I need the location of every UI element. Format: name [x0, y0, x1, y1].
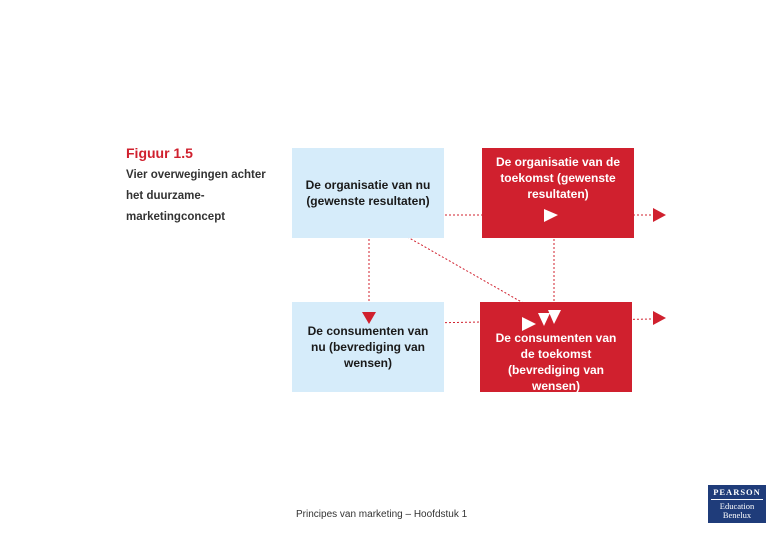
arrowhead-bottom-right — [653, 311, 666, 325]
arrowhead-into-cons-now — [362, 312, 376, 324]
arrowhead-top-right — [653, 208, 666, 222]
logo-line2: Benelux — [722, 510, 752, 520]
arrowhead-into-cons-future-vertical — [548, 310, 561, 324]
logo-line1: Education — [719, 501, 755, 511]
figure-number: Figuur 1.5 — [126, 145, 193, 161]
publisher-logo — [708, 485, 766, 523]
arrowhead-into-cons-future-left — [522, 317, 536, 331]
arrowhead-into-cons-future-diagonal — [538, 313, 550, 326]
box-consumers-now: De consumenten van nu (bevrediging van wensen) — [292, 302, 444, 392]
figure-description: Vier overwegingen achter het duurzame-marketingconcept — [126, 169, 266, 223]
arrowhead-into-org-future — [544, 209, 558, 222]
logo-brand: PEARSON — [711, 487, 763, 500]
footer-text: Principes van marketing – Hoofdstuk 1 — [296, 509, 468, 520]
box-organisation-future: De organisatie van de toekomst (gewenste resultaten) — [482, 148, 634, 238]
box-consumers-future: De consumenten van de toekomst (bevrediging van wensen) — [480, 302, 632, 392]
box-organisation-now: De organisatie van nu (gewenste resultaten) — [292, 148, 444, 238]
